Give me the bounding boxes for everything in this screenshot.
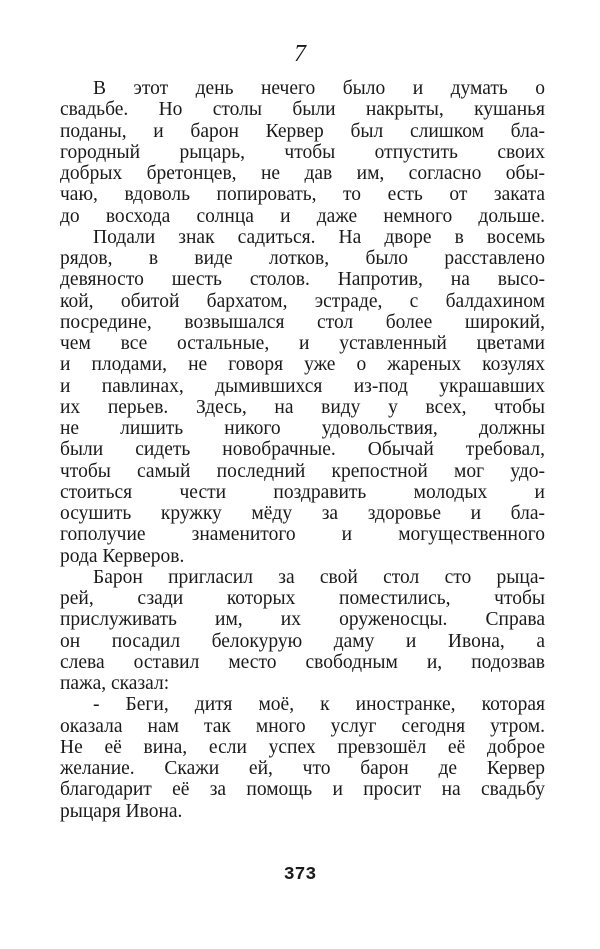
text-line: городный рыцарь, чтобы отпустить своих <box>60 141 545 163</box>
text-line: посредине, возвышался стол более широкий, <box>60 311 545 333</box>
text-line: осушить кружку мёду за здоровье и бла- <box>60 503 545 524</box>
text-line: и павлинах, дымившихся из-под украшавших <box>60 375 545 397</box>
text-line: не лишить никого удовольствия, должны <box>60 418 545 439</box>
text-line: кой, обитой бархатом, эстраде, с балдахином <box>60 290 545 312</box>
text-line: прислуживать им, их оруженосцы. Справа <box>60 609 545 631</box>
text-line: оказала нам так много услуг сегодня утром. <box>60 715 545 737</box>
paragraph <box>60 567 545 695</box>
text-line: поданы, и барон Кервер был слишком бла- <box>60 120 545 142</box>
text-line: были сидеть новобрачные. Обычай требовал, <box>60 439 545 461</box>
chapter-number: 7 <box>294 41 306 67</box>
text-line: чем все остальные, и уставленный цветами <box>60 333 545 354</box>
text-line: стоиться чести поздравить молодых и <box>60 481 545 503</box>
text-line: Подали знак садиться. На дворе в восемь <box>93 226 545 248</box>
paragraph <box>60 78 545 227</box>
text-line: - Беги, дитя моё, к иностранке, которая <box>93 694 545 716</box>
text-line: рей, сзади которых поместились, чтобы <box>60 588 545 609</box>
page-number: 373 <box>283 865 317 885</box>
text-line: Барон пригласил за свой стол сто рыца- <box>93 566 545 588</box>
text-line: рода Керверов. <box>60 545 185 567</box>
text-line: Не её вина, если успех превзошёл её доброе <box>60 736 545 758</box>
body-text <box>60 78 545 822</box>
text-line: рыцаря Ивона. <box>60 800 183 822</box>
text-line: гополучие знаменитого и могущественного <box>60 524 545 546</box>
text-line: желание. Скажи ей, что барон де Кервер <box>60 758 545 779</box>
text-line: благодарит её за помощь и просит на свадьбу <box>60 779 545 801</box>
text-line: В этот день нечего было и думать о <box>93 78 545 99</box>
text-line: чтобы самый последний крепостной мог удо- <box>60 460 545 482</box>
paragraph <box>60 694 545 822</box>
text-line: добрых бретонцев, не дав им, согласно обы- <box>60 163 545 184</box>
text-line: до восхода солнца и даже немного дольше. <box>60 205 545 227</box>
text-line: чаю, вдоволь попировать, то есть от заката <box>60 184 545 206</box>
text-line: рядов, в виде лотков, было расставлено <box>60 248 545 269</box>
text-line: слева оставил место свободным и, подозвав <box>60 651 545 673</box>
text-line: пажа, сказал: <box>60 673 170 694</box>
paragraph <box>60 227 545 567</box>
text-line: девяносто шесть столов. Напротив, на высо- <box>60 269 545 291</box>
text-line: и плодами, не говоря уже о жареных козулях <box>60 354 545 376</box>
text-line: он посадил белокурую даму и Ивона, а <box>60 630 545 652</box>
text-line: их перьев. Здесь, на виду у всех, чтобы <box>60 396 545 418</box>
text-line: свадьбе. Но столы были накрыты, кушанья <box>60 99 545 121</box>
